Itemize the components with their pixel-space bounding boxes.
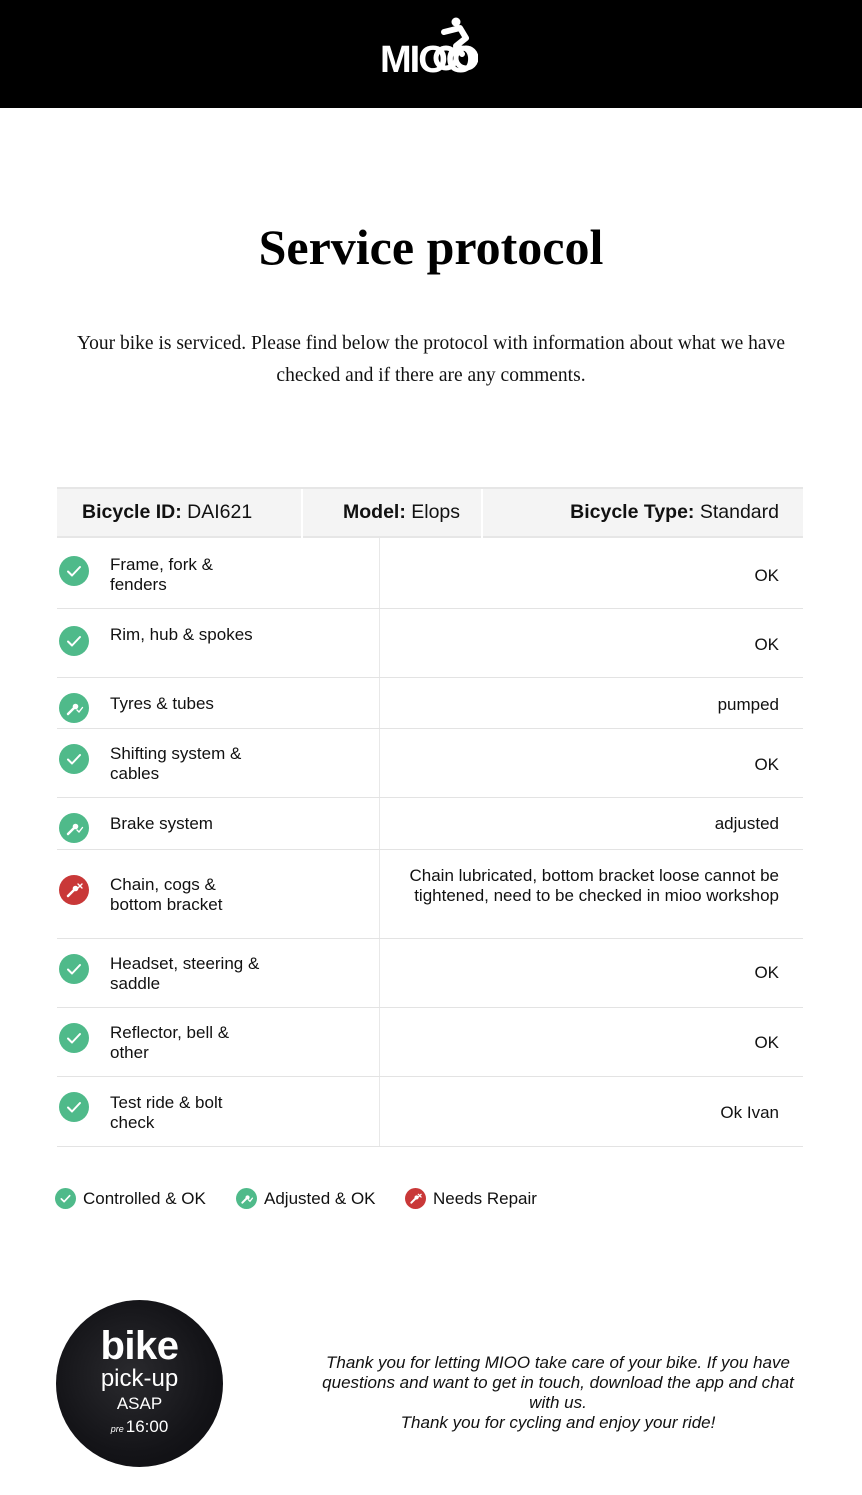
row-value: adjusted <box>714 814 779 833</box>
table-row <box>57 609 803 678</box>
model-value: Elops <box>411 501 461 523</box>
row-label: Tyres & tubes <box>110 694 214 713</box>
wrench-check-icon <box>59 813 89 843</box>
page-title: Service protocol <box>258 219 604 275</box>
legend-repair-label: Needs Repair <box>433 1189 537 1208</box>
column-divider <box>379 1008 380 1076</box>
column-divider <box>379 609 380 677</box>
badge-time: 16:00 <box>125 1417 169 1436</box>
row-value: OK <box>754 755 779 774</box>
row-value: Ok Ivan <box>720 1103 779 1122</box>
row-label: Frame, fork & fenders <box>110 555 213 594</box>
check-icon <box>59 744 89 774</box>
table-header <box>57 487 803 538</box>
column-divider <box>379 678 380 728</box>
column-divider <box>379 1077 380 1146</box>
table-row <box>57 939 803 1008</box>
table-row <box>57 850 803 939</box>
header-bar <box>0 0 862 108</box>
legend-adjusted-label: Adjusted & OK <box>264 1189 376 1208</box>
column-divider <box>379 538 380 608</box>
cyclist-icon <box>426 16 478 74</box>
row-value: OK <box>754 635 779 654</box>
logo-text: MIOO <box>380 39 474 81</box>
intro-text: Your bike is serviced. Please find below the protocol with information about what we have checked and if there are any comments. <box>77 333 785 386</box>
check-icon <box>59 1023 89 1053</box>
wrench-check-icon <box>236 1188 257 1209</box>
row-value: Chain lubricated, bottom bracket loose cannot be tightened, need to be checked in mioo workshop <box>409 866 779 905</box>
table-row <box>57 538 803 609</box>
header-separator <box>301 489 303 538</box>
check-icon <box>55 1188 76 1209</box>
column-divider <box>379 729 380 797</box>
row-label: Headset, steering & saddle <box>110 954 260 993</box>
badge-time-prefix: pre <box>110 1424 124 1434</box>
protocol-table <box>57 487 803 1147</box>
type-value: Standard <box>699 501 779 523</box>
row-value: OK <box>754 1033 779 1052</box>
table-row <box>57 678 803 729</box>
badge-line-time <box>56 1417 223 1439</box>
footer-line-1: Thank you for letting MIOO take care of your bike. If you have questions and want to get in touch, download the app and chat with us. <box>322 1353 794 1412</box>
row-label: Brake system <box>110 814 213 833</box>
table-row <box>57 1008 803 1077</box>
bicycle-id-value: DAI621 <box>187 501 253 523</box>
column-divider <box>379 798 380 849</box>
row-label: Reflector, bell & other <box>110 1023 230 1062</box>
check-icon <box>59 954 89 984</box>
row-label: Shifting system & cables <box>110 744 242 783</box>
row-label: Test ride & bolt check <box>110 1093 223 1132</box>
bicycle-id <box>82 501 252 524</box>
check-icon <box>59 1092 89 1122</box>
model-label: Model: <box>343 501 406 523</box>
badge-line-asap: ASAP <box>116 1394 163 1413</box>
row-value: OK <box>754 566 779 585</box>
column-divider <box>379 939 380 1007</box>
bicycle-type <box>570 501 779 524</box>
check-icon <box>59 626 89 656</box>
legend-ok-label: Controlled & OK <box>83 1189 206 1208</box>
bicycle-model <box>343 501 460 524</box>
table-row <box>57 729 803 798</box>
table-row <box>57 798 803 850</box>
bike-pickup-badge <box>56 1300 223 1467</box>
row-label: Chain, cogs & bottom bracket <box>110 875 223 914</box>
footer-line-2: Thank you for cycling and enjoy your ride! <box>400 1413 716 1432</box>
mioo-logo <box>380 16 480 81</box>
badge-line-pickup: pick-up <box>100 1365 179 1392</box>
table-row <box>57 1077 803 1147</box>
row-value: OK <box>754 963 779 982</box>
header-separator <box>481 489 483 538</box>
wrench-check-icon <box>59 693 89 723</box>
column-divider <box>379 850 380 938</box>
wrench-cross-icon <box>59 875 89 905</box>
check-icon <box>59 556 89 586</box>
badge-line-bike: bike <box>100 1324 179 1368</box>
row-label: Rim, hub & spokes <box>110 625 253 644</box>
footer-message <box>306 1353 810 1433</box>
type-label: Bicycle Type: <box>570 501 695 523</box>
wrench-cross-icon <box>405 1188 426 1209</box>
row-value: pumped <box>717 695 779 714</box>
bicycle-id-label: Bicycle ID: <box>82 501 182 523</box>
